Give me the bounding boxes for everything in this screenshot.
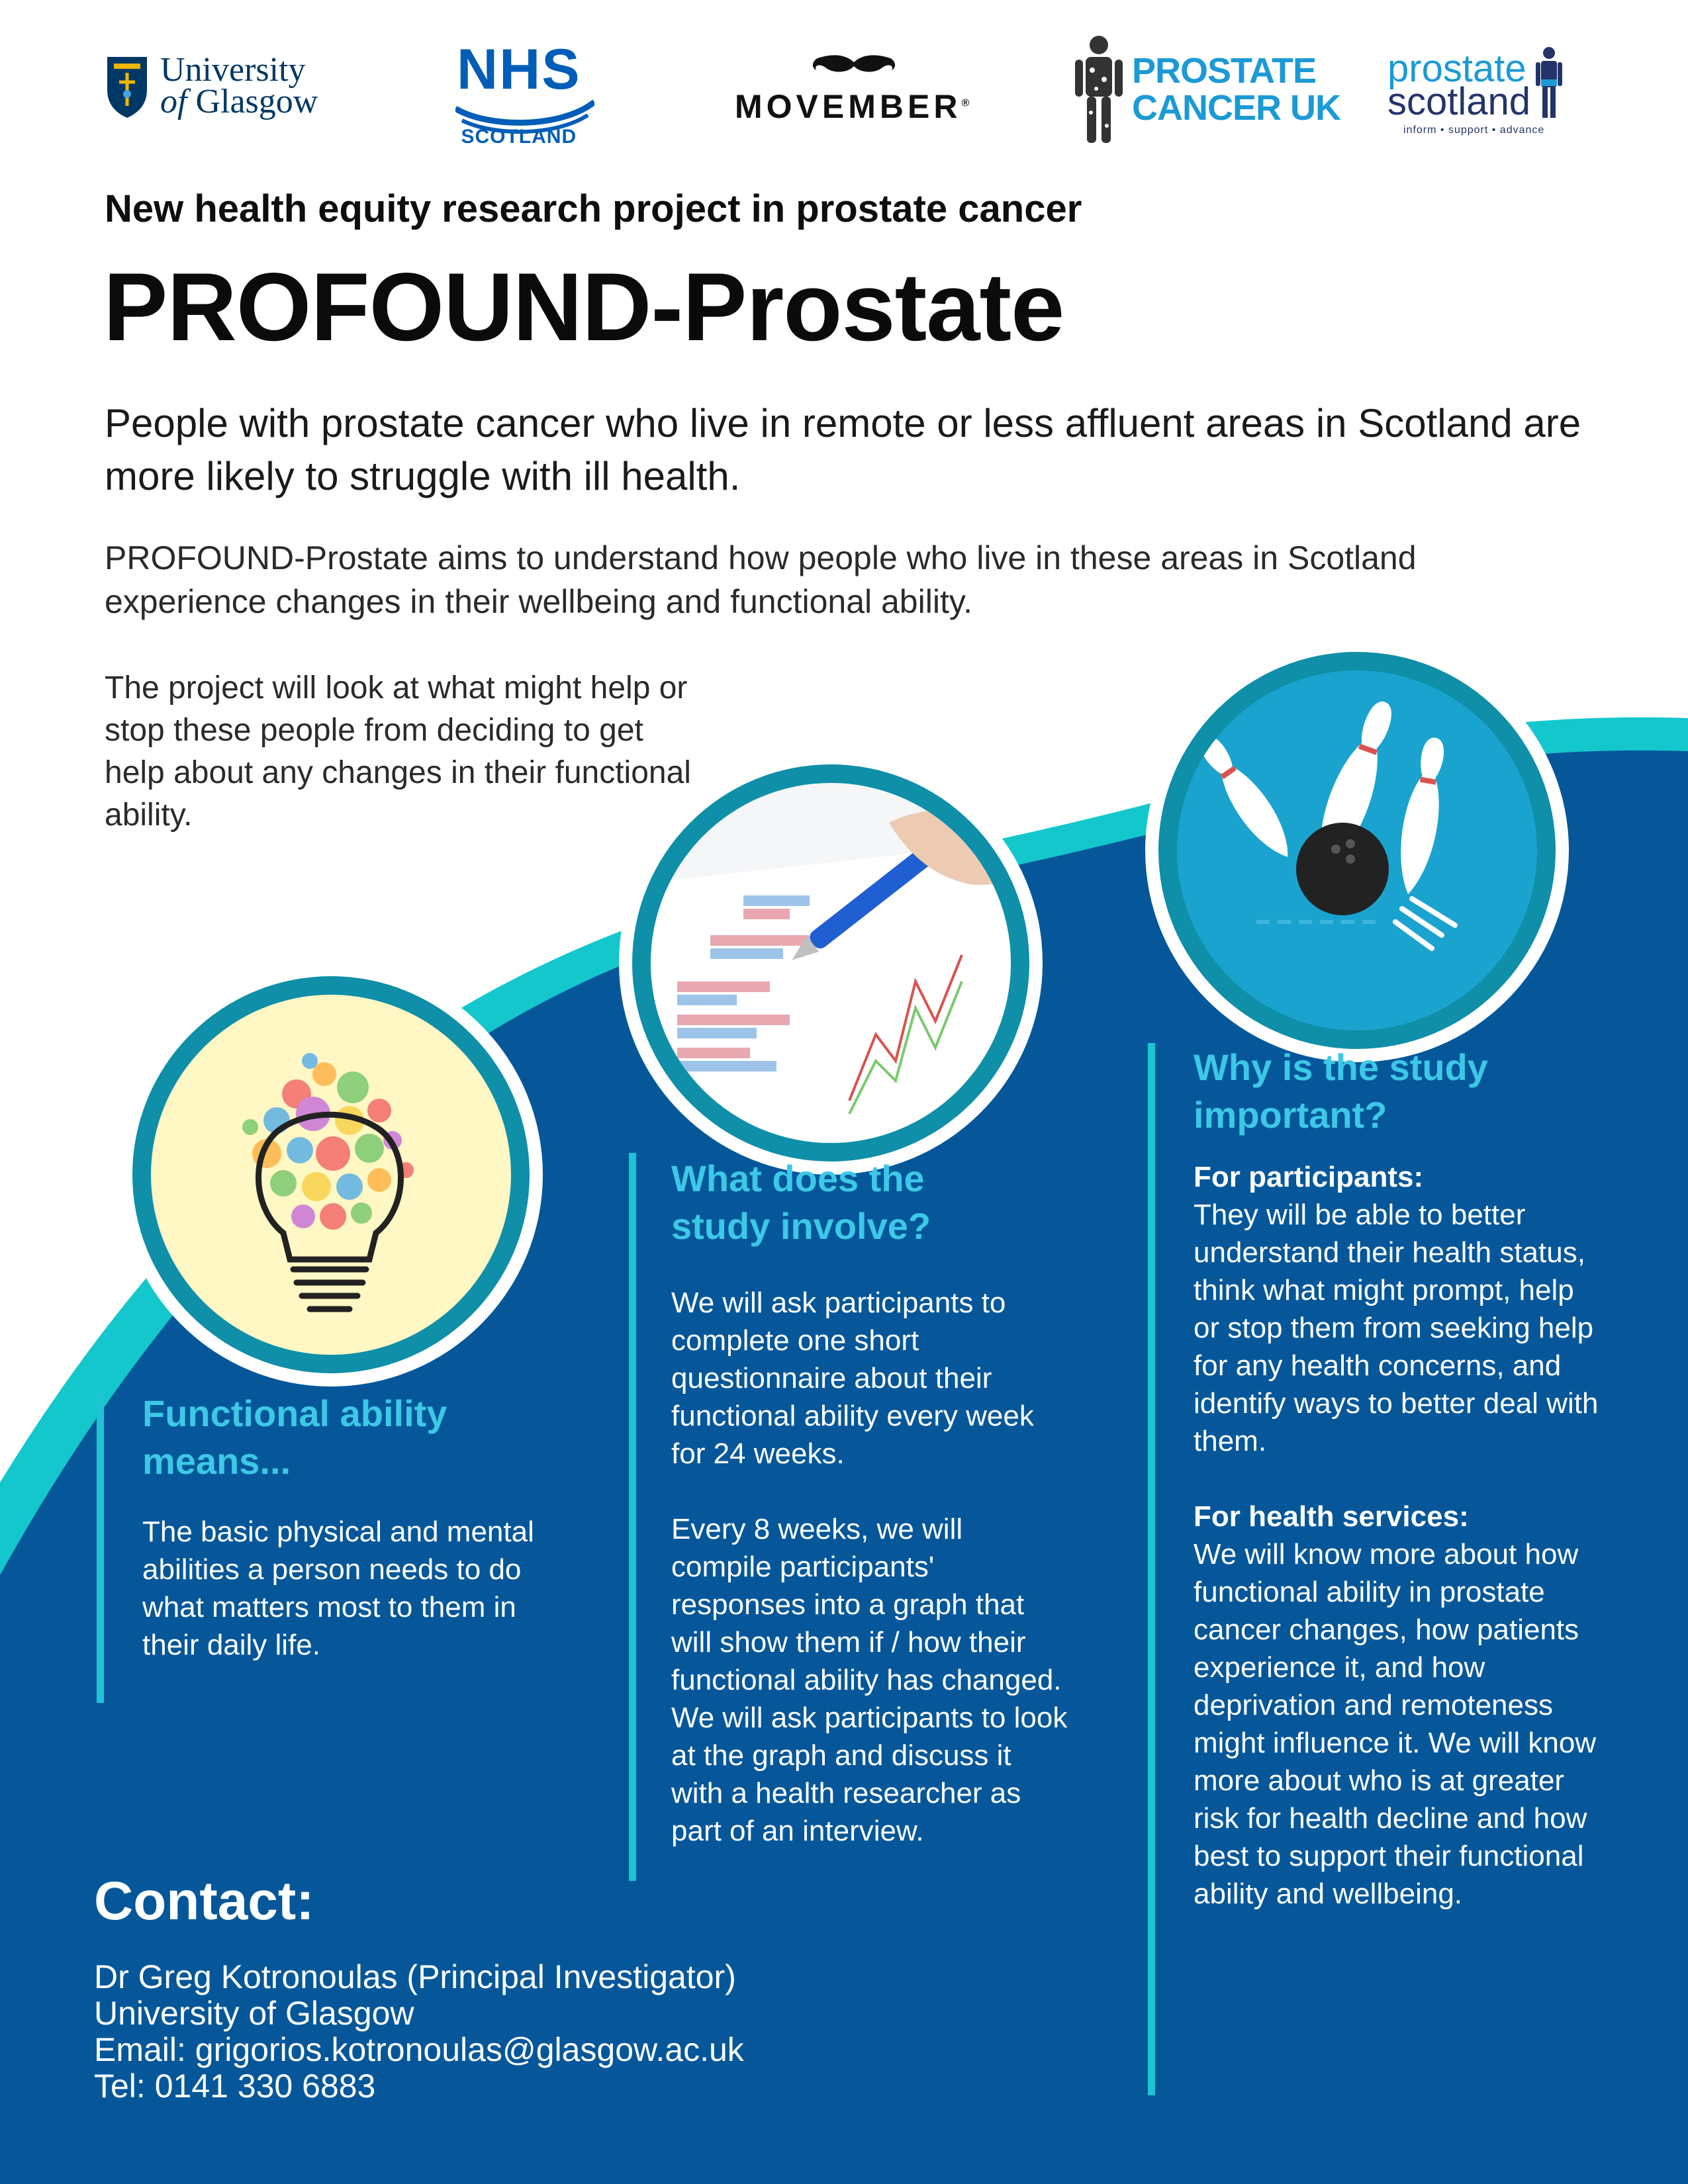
involve-body-2: Every 8 weeks, we will compile participants' responses into a graph that will show them if / how their functional ability has changed. We will ask participants to look at the graph and discuss it with a health researcher as part of an interview. <box>671 1513 1068 1847</box>
services-body: We will know more about how functional ability in prostate cancer changes, how patients experience it, and how deprivation and remoteness might influence it. We will know more about who is at greater risk for health decline and how best to support their functional ability and wellbeing. <box>1194 1538 1597 1910</box>
intro-lead: People with prostate cancer who live in remote or less affluent areas in Scotland are more likely to struggle with ill health. <box>105 401 1581 498</box>
contact-details <box>94 1959 744 2105</box>
moustache-icon <box>811 53 897 79</box>
participants-body: They will be able to better understand their health status, think what might prompt, help or stop them from seeking help for any health concerns, and identify ways to better deal with them. <box>1194 1199 1599 1457</box>
standing-man-icon <box>1534 46 1564 119</box>
project-description: The project will look at what might help or stop these people from deciding to get help about any changes in their functional ability. <box>105 670 691 833</box>
page-subtitle: New health equity research project in prostate cancer <box>105 187 1082 230</box>
man-figure-icon <box>1072 33 1125 146</box>
registered-mark: ® <box>961 97 974 109</box>
prostate-scotland-logo <box>1387 46 1564 136</box>
prostate-cancer-uk-logo <box>1072 33 1340 146</box>
lightbulb-icon <box>151 995 511 1355</box>
involve-section-bar <box>629 1153 636 1881</box>
nhs-wordmark: NHS <box>457 38 581 101</box>
university-of-glasgow-logo <box>105 53 318 119</box>
contact-email[interactable]: Email: grigorios.kotronoulas@glasgow.ac.uk <box>94 2031 744 2068</box>
pcuk-line1: PROSTATE <box>1132 51 1317 91</box>
functional-body: The basic physical and mental abilities a person needs to do what matters most to them in their daily life. <box>142 1516 534 1661</box>
why-section-bar <box>1148 1043 1155 2095</box>
functional-section-bar <box>97 1392 104 1703</box>
movember-logo <box>735 53 973 126</box>
bowling-circle <box>1145 639 1569 1062</box>
uofg-line1: University <box>160 51 306 89</box>
involve-body-1: We will ask participants to complete one short questionnaire about their functional ability every week for 24 weeks. <box>671 1287 1034 1470</box>
intro-body: PROFOUND-Prostate aims to understand how people who live in these areas in Scotland experience changes in their wellbeing and functional ability. <box>105 539 1417 620</box>
chart-pen-icon <box>651 783 1011 1143</box>
nhs-scotland-logo <box>457 40 581 148</box>
contact-phone[interactable]: Tel: 0141 330 6883 <box>94 2068 376 2105</box>
contact-title: Contact: <box>94 1871 314 1931</box>
contact-org: University of Glasgow <box>94 1995 414 2032</box>
nhs-region: SCOTLAND <box>461 126 577 148</box>
bowling-icon <box>1177 670 1537 1030</box>
participants-label: For participants: <box>1194 1161 1424 1193</box>
page-title: PROFOUND-Prostate <box>103 253 1064 361</box>
lightbulb-circle <box>119 963 543 1387</box>
uofg-line2: Glasgow <box>195 83 318 120</box>
uofg-line2-prefix: of <box>160 83 187 120</box>
pscot-line1: prostate <box>1387 47 1526 90</box>
contact-name: Dr Greg Kotronoulas (Principal Investigator) <box>94 1958 736 1995</box>
why-heading: Why is the study important? <box>1194 1046 1488 1136</box>
services-label: For health services: <box>1194 1500 1469 1533</box>
movember-wordmark: MOVEMBER <box>735 88 962 125</box>
uofg-crest-icon <box>105 53 150 119</box>
pscot-tagline: inform • support • advance <box>1403 124 1545 136</box>
saltire-wave-icon <box>455 95 594 135</box>
functional-heading: Functional ability means... <box>142 1392 447 1482</box>
involve-heading: What does the study involve? <box>671 1158 931 1247</box>
pcuk-line2: CANCER UK <box>1132 88 1340 128</box>
pscot-line2: scotland <box>1387 80 1531 123</box>
chart-circle <box>619 751 1043 1175</box>
